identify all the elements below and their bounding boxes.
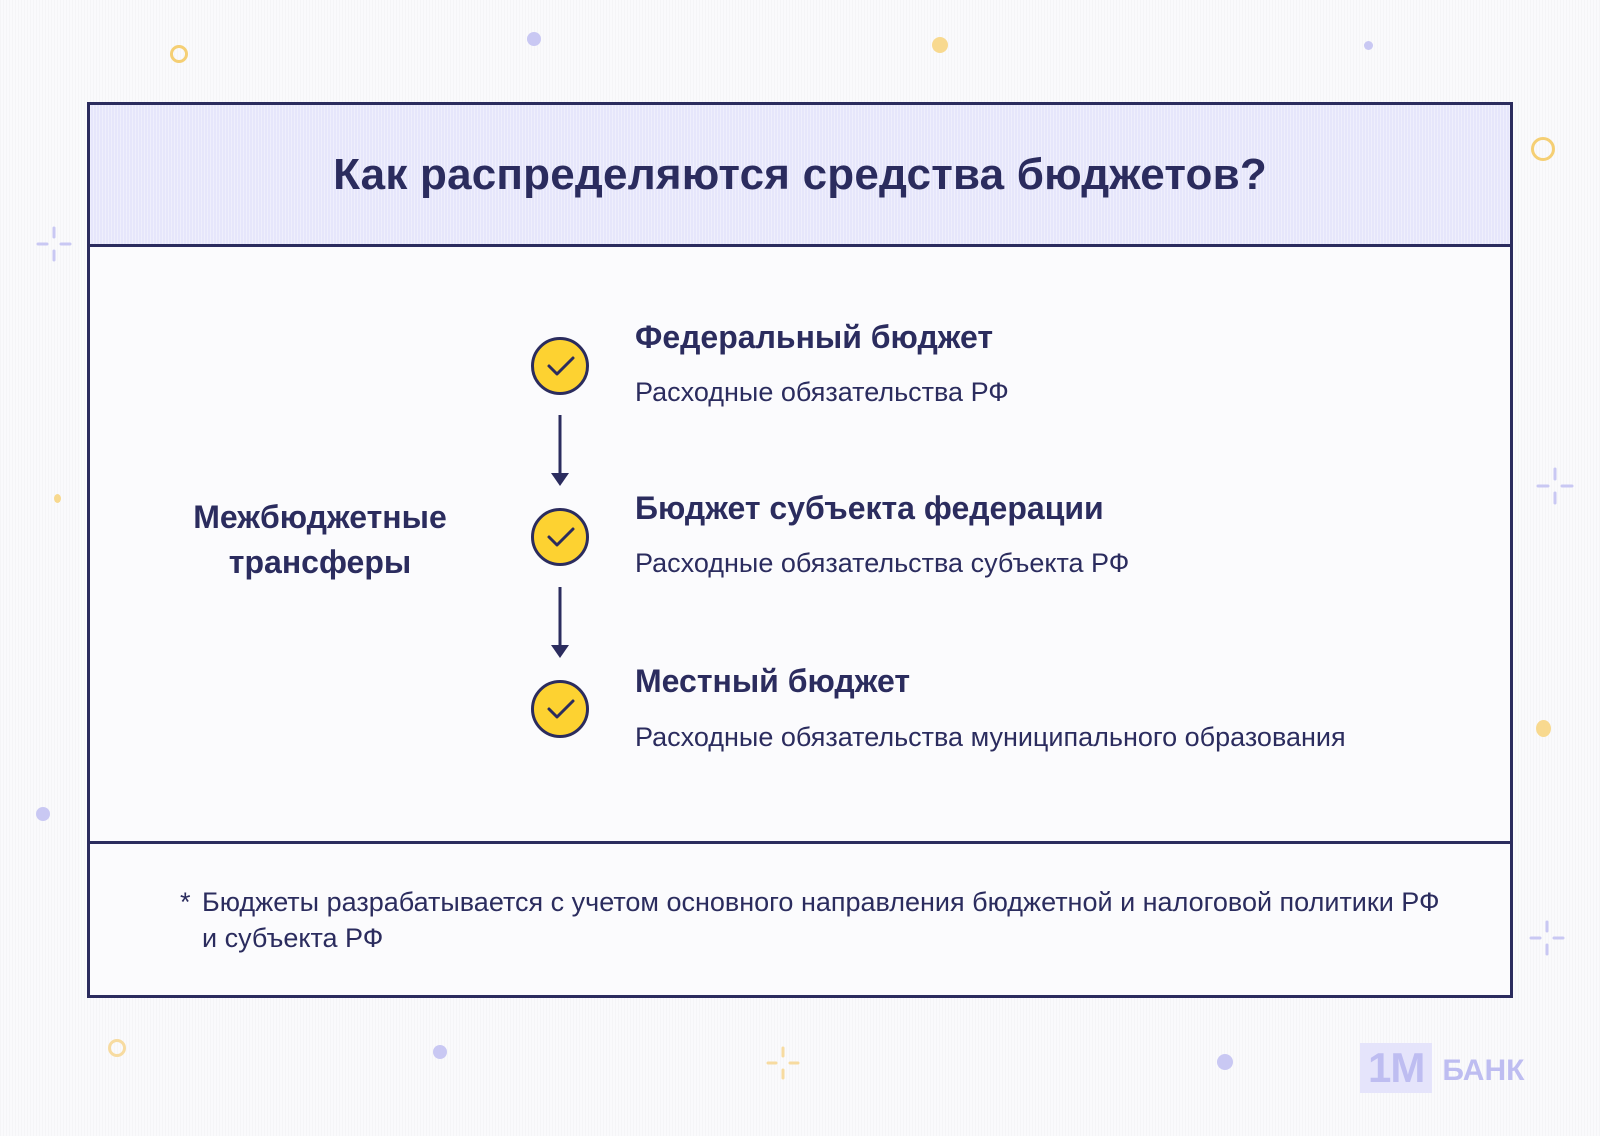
decor-dot xyxy=(527,32,541,46)
decor-sparkle-icon xyxy=(766,1046,800,1080)
decor-dot xyxy=(54,494,61,503)
page-title: Как распределяются средства бюджетов? xyxy=(333,149,1267,199)
footnote-text: Бюджеты разрабатывается с учетом основного направления бюджетной и налоговой политики РФ и субъекта РФ xyxy=(202,887,1440,953)
arrow-down-icon xyxy=(549,587,571,659)
level-title: Бюджет субъекта федерации xyxy=(635,490,1104,526)
check-circle-icon xyxy=(531,508,589,566)
decor-sparkle-icon xyxy=(36,226,72,262)
level-description: Расходные обязательства муниципального образования xyxy=(635,722,1346,752)
arrow-down-icon xyxy=(549,415,571,487)
transfers-label-line: Межбюджетные xyxy=(193,499,447,535)
check-circle-icon xyxy=(531,337,589,395)
card-footer xyxy=(90,841,1510,995)
decor-ring xyxy=(1531,137,1555,161)
logo-mark: 1M xyxy=(1360,1043,1432,1093)
decor-dot xyxy=(1364,41,1373,50)
level-description: Расходные обязательства РФ xyxy=(635,377,1009,407)
decor-dot xyxy=(932,37,948,53)
decor-dot xyxy=(433,1045,447,1059)
decor-sparkle-icon xyxy=(1529,920,1565,956)
decor-sparkle-icon xyxy=(1536,467,1574,505)
check-circle-icon xyxy=(531,680,589,738)
transfers-label xyxy=(130,495,510,585)
level-description: Расходные обязательства субъекта РФ xyxy=(635,548,1130,578)
card-body xyxy=(90,247,1510,841)
footnote xyxy=(180,884,1440,956)
decor-dot xyxy=(36,807,50,821)
decor-dot xyxy=(1536,720,1551,737)
decor-ring xyxy=(170,45,188,63)
bank-logo[interactable] xyxy=(1360,1043,1524,1093)
budget-card xyxy=(87,102,1513,998)
decor-ring xyxy=(108,1039,126,1057)
footnote-marker: * xyxy=(180,887,191,917)
decor-dot xyxy=(1217,1054,1233,1070)
transfers-label-line: трансферы xyxy=(228,544,412,580)
logo-text: БАНК xyxy=(1442,1054,1525,1087)
card-header xyxy=(90,105,1510,247)
level-title: Местный бюджет xyxy=(635,663,911,699)
level-title: Федеральный бюджет xyxy=(635,319,994,355)
